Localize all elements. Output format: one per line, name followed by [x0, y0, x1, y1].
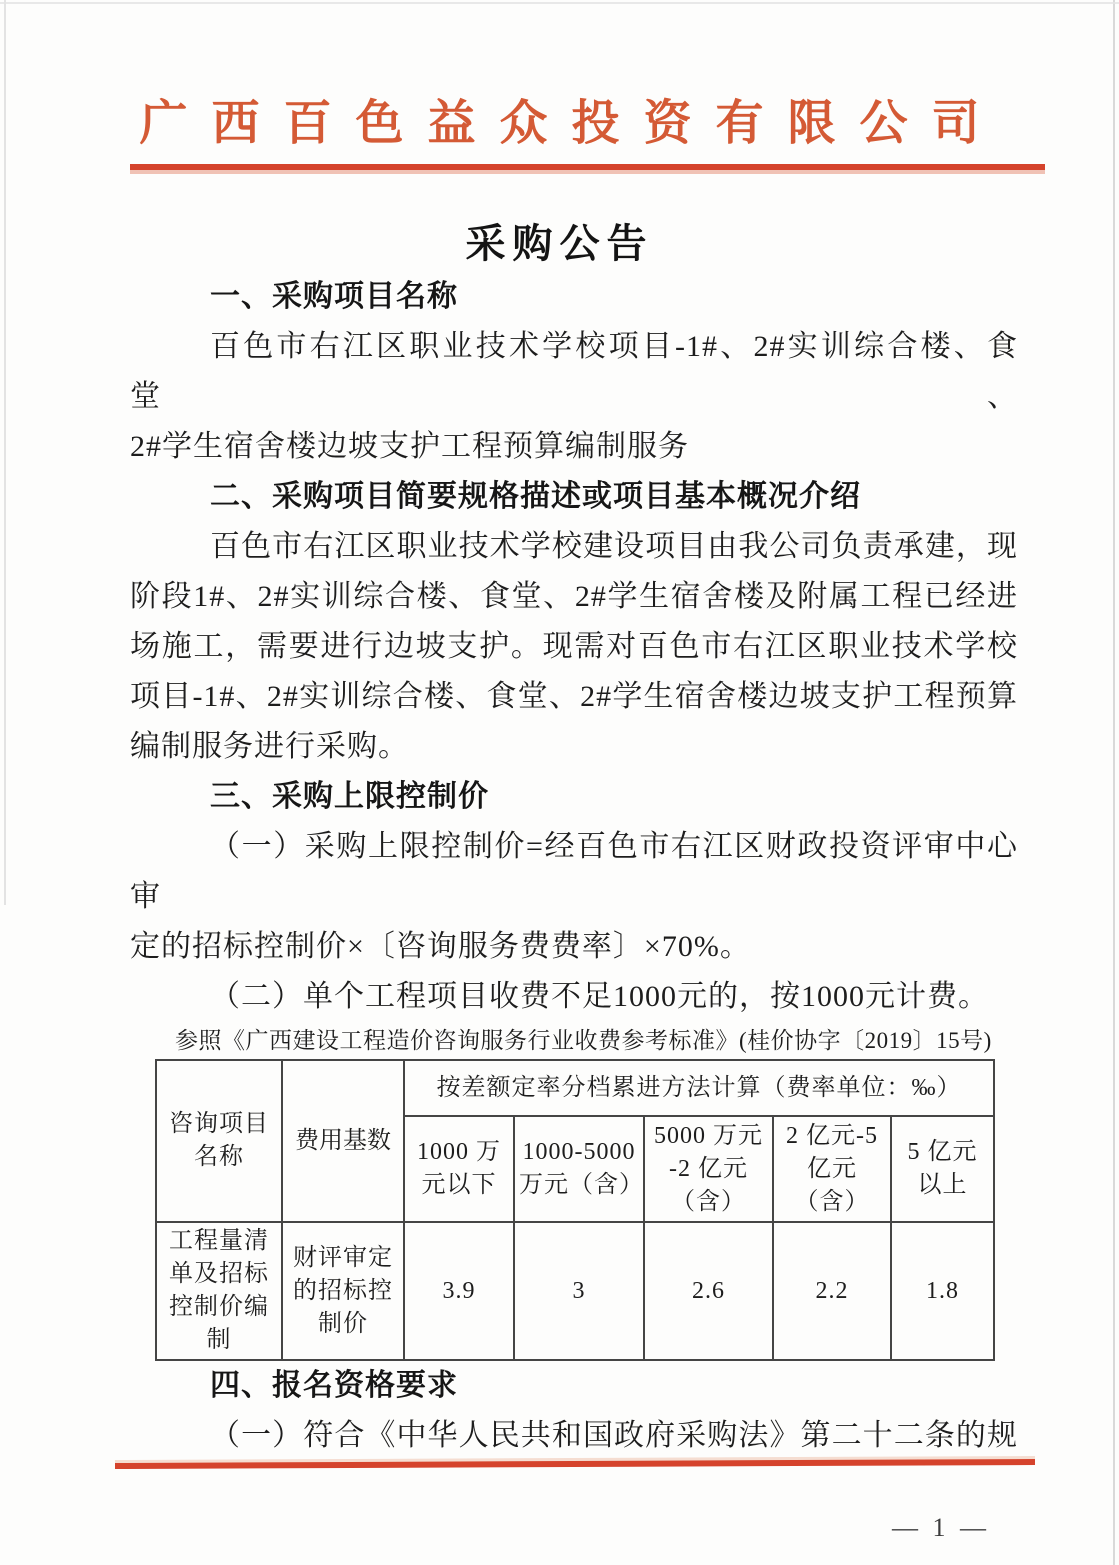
text-line: 百色市右江区职业技术学校建设项目由我公司负责承建，现: [210, 530, 1018, 563]
section-1-paragraph: [130, 322, 1018, 472]
text-line: （含）: [671, 1188, 746, 1215]
text-line: 工程量清: [169, 1228, 269, 1254]
text-line: 制价: [318, 1310, 368, 1337]
tier-header-5: [891, 1116, 994, 1222]
rate-tier-4: 2.2: [773, 1222, 891, 1360]
section-4-paragraph: [130, 1411, 1018, 1461]
section-3-paragraph-2: [130, 972, 1018, 1022]
text-line: 控制价编: [169, 1294, 269, 1320]
company-name-header: 广西百色益众投资有限公司: [139, 97, 1004, 150]
tier-header-3: [644, 1116, 773, 1222]
text-line: -2 亿元: [669, 1155, 748, 1182]
text-line: 制: [206, 1327, 232, 1353]
scan-edge-top: [0, 2, 1119, 4]
text-line: 5 亿元: [907, 1139, 978, 1165]
scan-edge-right: [1113, 0, 1115, 1565]
tier-header-1: [404, 1116, 514, 1222]
fee-table-note: 参照《广西建设工程造价咨询服务行业收费参考标准》(桂价协字〔2019〕15号): [175, 1028, 992, 1053]
text-line: 的招标控: [293, 1277, 393, 1304]
scan-edge-left: [4, 0, 6, 905]
header-rule: [130, 164, 1045, 170]
rate-tier-5: 1.8: [891, 1222, 994, 1360]
text-line: 亿元: [807, 1155, 857, 1182]
rate-tier-3: 2.6: [644, 1222, 773, 1360]
page-number: — 1 —: [892, 1513, 990, 1542]
col-header-method: 按差额定率分档累进方法计算（费率单位：‰）: [404, 1060, 994, 1116]
text-line: 1000 万: [417, 1139, 501, 1165]
text-line: 以上: [917, 1172, 968, 1198]
text-line: 财评审定: [293, 1244, 393, 1271]
text-line: 咨询项目: [169, 1111, 269, 1137]
text-line: 万元（含）: [519, 1172, 644, 1198]
section-3-paragraph-1: [130, 822, 1018, 972]
table-row: [156, 1222, 994, 1360]
text-line: 名称: [194, 1144, 244, 1170]
section-2-heading: 二、采购项目简要规格描述或项目基本概况介绍: [210, 480, 861, 513]
text-line: 2 亿元-5: [786, 1122, 878, 1149]
text-line: （含）: [794, 1188, 870, 1215]
document-body: [0, 272, 1119, 1553]
text-line: 定的招标控制价×〔咨询服务费费率〕×70%。: [130, 930, 751, 963]
text-line: 编制服务进行采购。: [130, 730, 409, 763]
section-1-heading: 一、采购项目名称: [210, 280, 458, 313]
text-line: 元以下: [421, 1172, 497, 1198]
rate-tier-2: 3: [514, 1222, 644, 1360]
section-3-heading: 三、采购上限控制价: [210, 780, 489, 813]
text-line: （一）符合《中华人民共和国政府采购法》第二十二条的规: [210, 1419, 1018, 1452]
col-header-project-name: [156, 1060, 282, 1222]
text-line: 项目-1#、2#实训综合楼、食堂、2#学生宿舍楼边坡支护工程预算: [130, 680, 1018, 713]
text-line: 5000 万元: [654, 1122, 763, 1149]
tier-header-4: [773, 1116, 891, 1222]
fee-rate-table: [155, 1059, 995, 1361]
tier-header-2: [514, 1116, 644, 1222]
text-line: 百色市右江区职业技术学校项目-1#、2#实训综合楼、食堂、: [130, 330, 1018, 413]
text-line: （二）单个工程项目收费不足1000元的，按1000元计费。: [210, 980, 989, 1013]
col-header-fee-base: 费用基数: [282, 1060, 404, 1222]
row-project-name: [156, 1222, 282, 1360]
row-fee-base: [282, 1222, 404, 1360]
rate-tier-1: 3.9: [404, 1222, 514, 1360]
text-line: 单及招标: [169, 1261, 269, 1287]
section-2-paragraph: [130, 522, 1018, 772]
document-title: 采购公告: [465, 221, 654, 266]
text-line: 1000-5000: [522, 1139, 636, 1165]
text-line: 2#学生宿舍楼边坡支护工程预算编制服务: [130, 430, 689, 463]
section-4-heading: 四、报名资格要求: [210, 1369, 458, 1402]
text-line: 场施工，需要进行边坡支护。现需对百色市右江区职业技术学校: [130, 630, 1018, 663]
text-line: （一）采购上限控制价=经百色市右江区财政投资评审中心审: [130, 830, 1018, 913]
text-line: 阶段1#、2#实训综合楼、食堂、2#学生宿舍楼及附属工程已经进: [130, 580, 1018, 613]
